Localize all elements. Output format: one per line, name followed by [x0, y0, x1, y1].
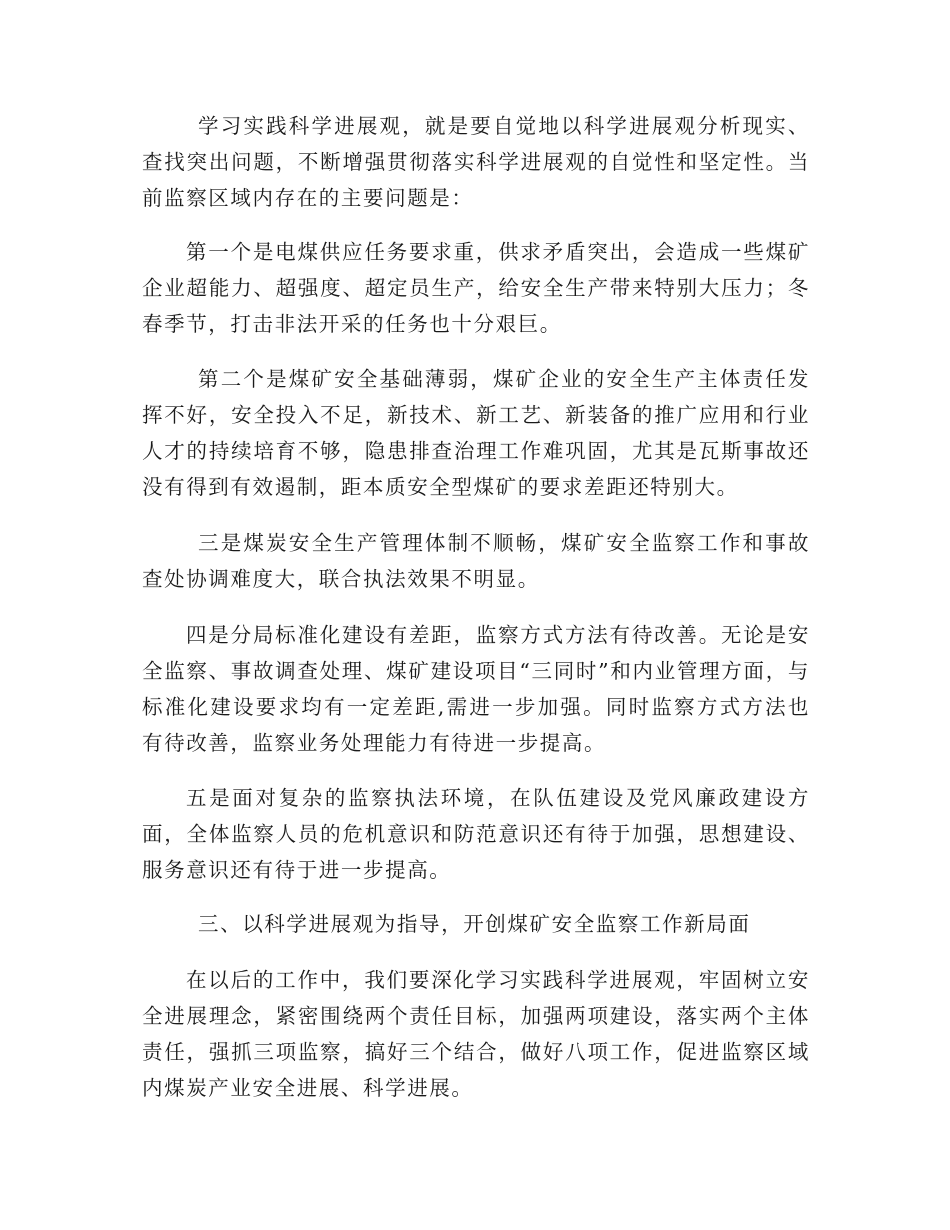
paragraph-conclusion: 在以后的工作中，我们要深化学习实践科学进展观，牢固树立安全进展理念，紧密围绕两个责任目标，加强两项建设，落实两个主体责任，强抓三项监察，搞好三个结合，做好八项工作，促进监察区域内煤炭产业安全进展、科学进展。	[142, 968, 810, 1100]
paragraph-problem-5: 五是面对复杂的监察执法环境，在队伍建设及党风廉政建设方面，全体监察人员的危机意识和防范意识还有待于加强，思想建设、服务意识还有待于进一步提高。	[142, 786, 810, 882]
paragraph-problem-1: 第一个是电煤供应任务要求重，供求矛盾突出，会造成一些煤矿企业超能力、超强度、超定员生产，给安全生产带来特别大压力；冬春季节，打击非法开采的任务也十分艰巨。	[142, 240, 810, 336]
section-heading: 三、以科学进展观为指导，开创煤矿安全监察工作新局面	[198, 912, 751, 936]
paragraph-problem-2: 第二个是煤矿安全基础薄弱，煤矿企业的安全生产主体责任发挥不好，安全投入不足，新技术、新工艺、新装备的推广应用和行业人才的持续培育不够，隐患排查治理工作难巩固，尤其是瓦斯事故还没有得到有效遏制，距本质安全型煤矿的要求差距还特别大。	[142, 367, 810, 499]
paragraph-intro: 学习实践科学进展观，就是要自觉地以科学进展观分析现实、查找突出问题，不断增强贯彻落实科学进展观的自觉性和坚定性。当前监察区域内存在的主要问题是：	[142, 114, 810, 210]
paragraph-problem-3: 三是煤炭安全生产管理体制不顺畅，煤矿安全监察工作和事故查处协调难度大，联合执法效果不明显。	[142, 531, 810, 591]
paragraph-problem-4: 四是分局标准化建设有差距，监察方式方法有待改善。无论是安全监察、事故调查处理、煤矿建设项目“三同时”和内业管理方面，与标准化建设要求均有一定差距,需进一步加强。同时监察方式方法也有待改善，监察业务处理能力有待进一步提高。	[142, 623, 810, 755]
